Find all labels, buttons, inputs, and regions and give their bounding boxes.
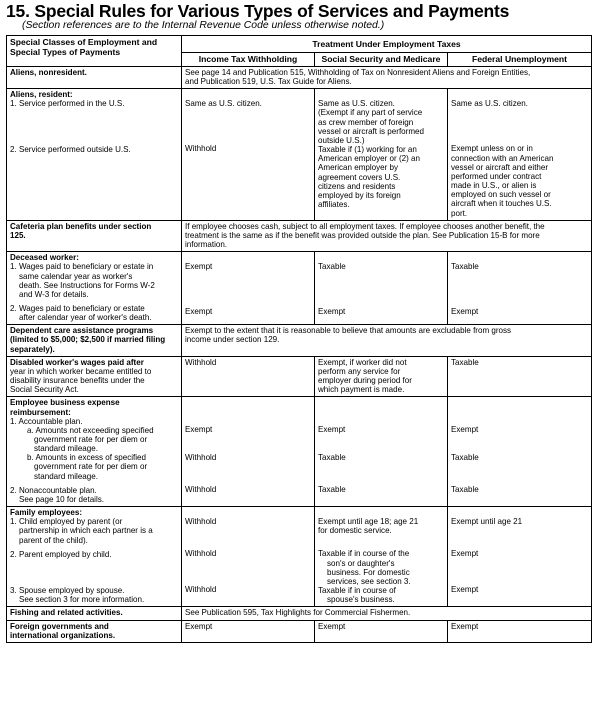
label-foreign-governments: Foreign governments and international organizations. [7,620,182,642]
ss-aliens-resident: Same as U.S. citizen. (Exempt if any part of service as crew member of foreign vessel or aircraft is performed outside U.S.) Taxable if (1) working for an American employer or (2) an American employer by agreement covers U.S. citizens and residents employed by its foreign affiliates. [315,89,448,220]
row-deceased [7,252,592,325]
ss-family: Exempt until age 18; age 21 for domestic service. Taxable if in course of the son's or daughter's business. For domestic services, see section 3. Taxable if in course of spouse's business. [315,507,448,607]
label-aliens-nonresident: Aliens, nonresident. [7,67,182,89]
futa-disabled: Taxable [448,356,592,397]
treatment-aliens-nonresident: See page 14 and Publication 515, Withholding of Tax on Nonresident Aliens and Foreign Entities, and Publication 519, U.S. Tax Guide for Aliens. [182,67,592,89]
row-aliens-nonresident [7,67,592,89]
ss-disabled: Exempt, if worker did not perform any service for employer during period for which payment is made. [315,356,448,397]
treatment-fishing: See Publication 595, Tax Highlights for Commercial Fishermen. [182,607,592,620]
label-dependent-care: Dependent care assistance programs (limited to $5,000; $2,500 if married filing separately). [7,325,182,356]
row-family [7,507,592,607]
label-deceased: Deceased worker: 1. Wages paid to beneficiary or estate in same calendar year as worker's death. See Instructions for Forms W-2 and W-3 for details. 2. Wages paid to beneficiary or estate after calendar year of worker's death. [7,252,182,325]
label-cafeteria: Cafeteria plan benefits under section 125. [7,220,182,251]
futa-foreign-governments: Exempt [448,620,592,642]
header-federal-unemployment: Federal Unemployment [448,53,592,67]
header-row-1 [7,36,592,53]
special-rules-table [6,35,592,643]
income-deceased: Exempt Exempt [182,252,315,325]
label-fishing: Fishing and related activities. [7,607,182,620]
ss-business-expense: Exempt Taxable Taxable [315,397,448,507]
page-subtitle: (Section references are to the Internal Revenue Code unless otherwise noted.) [22,20,385,31]
row-disabled [7,356,592,397]
row-aliens-resident [7,89,592,220]
label-aliens-resident: Aliens, resident: 1. Service performed in the U.S. 2. Service performed outside U.S. [7,89,182,220]
row-business-expense [7,397,592,507]
page-title: 15. Special Rules for Various Types of Services and Payments [6,1,510,21]
ss-foreign-governments: Exempt [315,620,448,642]
income-disabled: Withhold [182,356,315,397]
row-fishing [7,607,592,620]
income-foreign-governments: Exempt [182,620,315,642]
income-business-expense: Exempt Withhold Withhold [182,397,315,507]
income-family: Withhold Withhold Withhold [182,507,315,607]
futa-aliens-resident: Same as U.S. citizen. Exempt unless on or in connection with an American vessel or aircraft and either performed under contract made in U.S., or alien is employed on such vessel or aircraft when it touches U.S. port. [448,89,592,220]
row-dependent-care [7,325,592,356]
row-foreign-governments [7,620,592,642]
header-treatment: Treatment Under Employment Taxes [182,36,592,53]
header-income-tax: Income Tax Withholding [182,53,315,67]
row-cafeteria [7,220,592,251]
futa-deceased: Taxable Exempt [448,252,592,325]
page [6,2,591,643]
label-disabled: Disabled worker's wages paid after year in which worker became entitled to disability insurance benefits under the Social Security Act. [7,356,182,397]
treatment-cafeteria: If employee chooses cash, subject to all employment taxes. If employee chooses another benefit, the treatment is the same as if the benefit was provided outside the plan. See Publication 15-B for more information. [182,220,592,251]
treatment-dependent-care: Exempt to the extent that it is reasonable to believe that amounts are excludable from gross income under section 129. [182,325,592,356]
header-special-classes: Special Classes of Employment and Special Types of Payments [7,36,182,67]
ss-deceased: Taxable Exempt [315,252,448,325]
income-aliens-resident: Same as U.S. citizen. Withhold [182,89,315,220]
label-family: Family employees: 1. Child employed by parent (or partnership in which each partner is a parent of the child). 2. Parent employed by child. 3. Spouse employed by spouse. See section 3 for more information. [7,507,182,607]
futa-business-expense: Exempt Taxable Taxable [448,397,592,507]
header-social-security: Social Security and Medicare [315,53,448,67]
label-business-expense: Employee business expense reimbursement: 1. Accountable plan. a. Amounts not exceeding specified government rate for per diem or standard mileage. b. Amounts in excess of specified government rate for per diem or standard mileage. 2. Nonaccountable plan. See page 10 for details. [7,397,182,507]
futa-family: Exempt until age 21 Exempt Exempt [448,507,592,607]
